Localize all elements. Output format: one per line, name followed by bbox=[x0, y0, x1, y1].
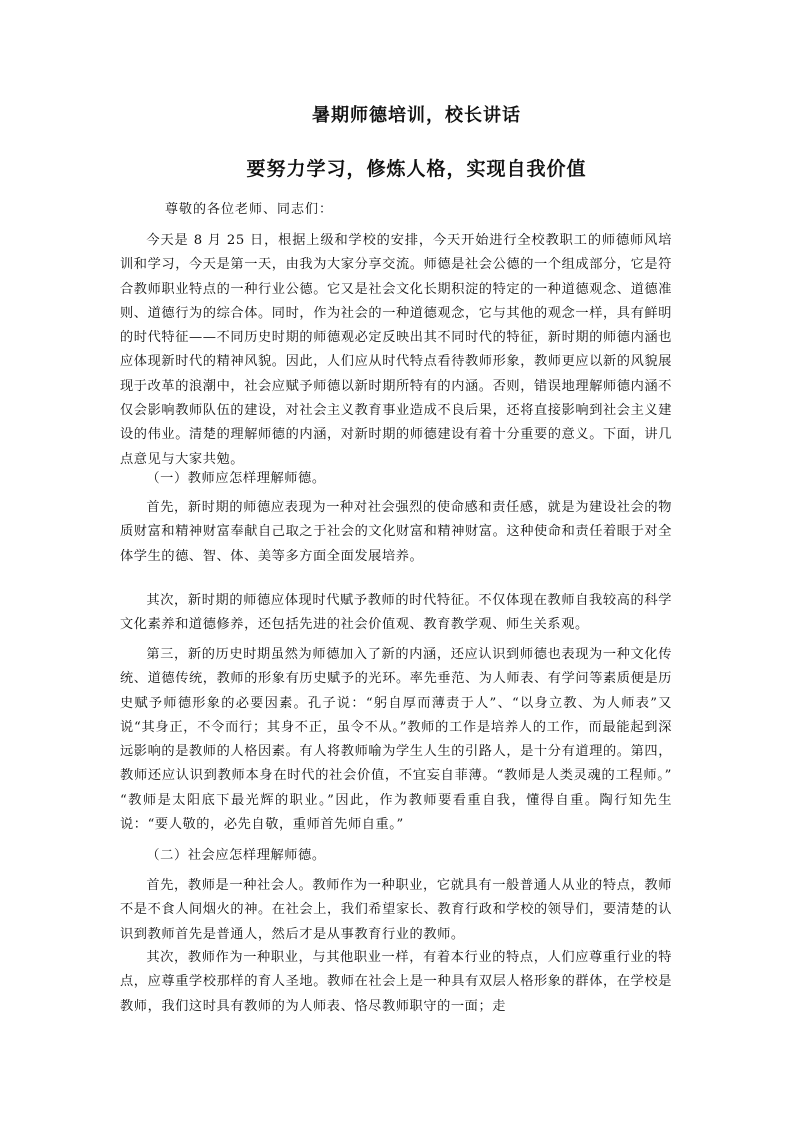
section1-paragraph-third: 第三，新的历史时期虽然为师德加入了新的内涵，还应认识到师德也表现为一种文化传统、道德传统，教师的形象有历史赋予的光环。率先垂范、为人师表、有学问等素质便是历史赋予师德形象的必要因素。孔子说：“躬自厚而薄责于人”、“以身立教、为人师表”又说“其身正，不令而行；其身不正，虽令不从。”教师的工作是培养人的工作，而最能起到深远影响的是教师的人格因素。有人将教师喻为学生人生的引路人，是十分有道理的。第四，教师还应认识到教师本身在时代的社会价值，不宜妄自菲薄。“教师是人类灵魂的工程师。” “教师是太阳底下最光辉的职业。”因此，作为教师要看重自我，懂得自重。陶行知先生说：“要人敬的，必先自敬，重师首先师自重。” bbox=[120, 647, 672, 833]
intro-paragraph: 今天是 8 月 25 日，根据上级和学校的安排，今天开始进行全校教职工的师德师风培训和学习，今天是第一天，由我为大家分享交流。师德是社会公德的一个组成部分，它是符合教师职业特点的一种行业公德。它又是社会文化长期积淀的特定的一种道德观念、道德准则、道德行为的综合体。同时，作为社会的一种道德观念，它与其他的观念一样，具有鲜明的时代特征——不同历史时期的师德观必定反映出其不同时代的特征，新时期的师德内涵也应体现新时代的精神风貌。因此，人们应从时代特点看待教师形象，教师更应以新的风貌展现于改革的浪潮中，社会应赋予师德以新时期所特有的内涵。否则，错误地理解师德内涵不仅会影响教师队伍的建设，对社会主义教育事业造成不良后果，还将直接影响到社会主义建设的伟业。清楚的理解师德的内涵，对新时期的师德建设有着十分重要的意义。下面，讲几点意见与大家共勉。 bbox=[120, 233, 672, 467]
section2-paragraph-first: 首先，教师是一种社会人。教师作为一种职业，它就具有一般普通人从业的特点，教师不是不食人间烟火的神。在社会上，我们希望家长、教育行政和学校的领导们，要清楚的认识到教师首先是普通人，然后才是从事教育行业的教师。 bbox=[120, 878, 672, 942]
section2-paragraph-second: 其次，教师作为一种职业，与其他职业一样，有着本行业的特点，人们应尊重行业的特点，应尊重学校那样的育人圣地。教师在社会上是一种具有双层人格形象的群体，在学校是教师，我们这时具有教师的为人师表、恪尽教师职守的一面；走 bbox=[120, 950, 672, 1014]
document-subtitle: 要努力学习，修炼人格，实现自我价值 bbox=[246, 158, 587, 180]
section1-paragraph-second: 其次，新时期的师德应体现时代赋予教师的时代特征。不仅体现在教师自我较高的科学文化素养和道德修养，还包括先进的社会价值观、教育教学观、师生关系观。 bbox=[120, 593, 672, 633]
section-heading-2: （二）社会应怎样理解师德。 bbox=[146, 848, 326, 863]
section1-paragraph-first: 首先，新时期的师德应表现为一种对社会强烈的使命感和责任感，就是为建设社会的物质财富和精神财富奉献自己取之于社会的文化财富和精神财富。这种使命和责任着眼于对全体学生的德、智、体、美等多方面全面发展培养。 bbox=[120, 500, 672, 564]
document-title: 暑期师德培训，校长讲话 bbox=[312, 105, 521, 126]
salutation: 尊敬的各位老师、同志们： bbox=[165, 202, 334, 217]
section-heading-1: （一）教师应怎样理解师德。 bbox=[146, 471, 326, 486]
